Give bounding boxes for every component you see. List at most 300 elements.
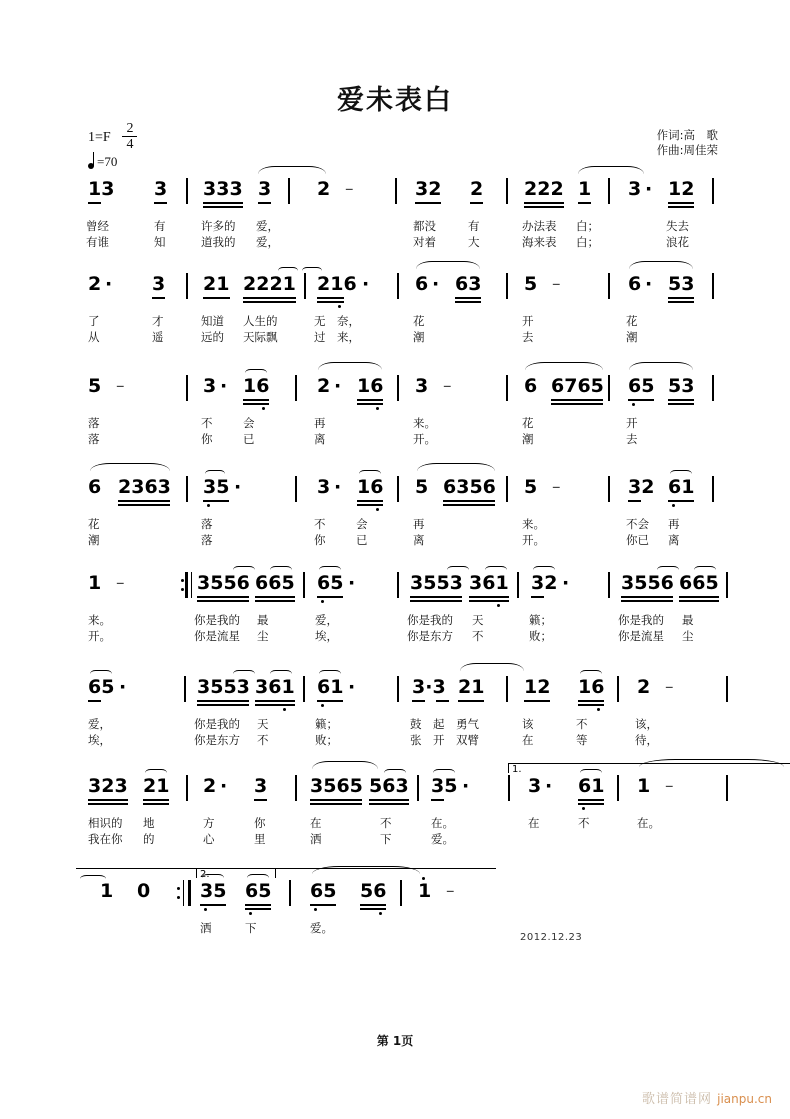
lyric: 白； xyxy=(576,219,599,233)
score-row-4 xyxy=(0,476,790,572)
lyric: 你 xyxy=(314,533,326,547)
score-row-2 xyxy=(0,273,790,369)
lyric: 籁； xyxy=(315,717,338,731)
lyric: 有 xyxy=(154,219,166,233)
augmentation-dot: · xyxy=(645,273,653,295)
note: 13 xyxy=(88,178,115,200)
slur xyxy=(629,362,693,378)
barline xyxy=(712,178,714,204)
augmentation-dot: · xyxy=(220,375,228,397)
lyrics-line xyxy=(0,415,790,465)
note: 3 xyxy=(258,178,272,200)
barline xyxy=(506,178,508,204)
barline xyxy=(397,572,399,598)
lyric: 你是流星 xyxy=(194,629,240,643)
score-row-1 xyxy=(0,178,790,274)
slur xyxy=(278,267,298,275)
lyric: 有 xyxy=(468,219,480,233)
lyric: 你是我的 xyxy=(407,613,453,627)
note: 2221 xyxy=(243,273,296,295)
notation-line xyxy=(0,273,790,313)
lyric: 败； xyxy=(529,629,552,643)
barline xyxy=(617,676,619,702)
lyric: 天际飘 xyxy=(243,330,278,344)
slur xyxy=(416,261,480,277)
note: 3553 xyxy=(410,572,463,594)
note: 56 xyxy=(360,880,387,902)
barline xyxy=(726,775,728,801)
slur xyxy=(90,670,112,678)
composer-credit: 作曲:周佳荣 xyxy=(656,143,718,157)
lyrics-line xyxy=(0,920,790,970)
lyric: 心 xyxy=(203,832,215,846)
lyric: 你 xyxy=(201,432,213,446)
lyric: 开。 xyxy=(413,432,436,446)
barline xyxy=(726,676,728,702)
notation-line xyxy=(0,880,790,920)
note: 3 xyxy=(415,375,429,397)
barline xyxy=(712,375,714,401)
watermark-domain: jianpu.cn xyxy=(717,1092,772,1106)
note: 35 xyxy=(203,476,230,498)
note: 665 xyxy=(255,572,295,594)
note: 16 xyxy=(357,476,384,498)
note: 6765 xyxy=(551,375,604,397)
note: 21 xyxy=(143,775,170,797)
lyric: 会 xyxy=(243,416,255,430)
slur xyxy=(270,566,292,574)
note: 32 xyxy=(415,178,442,200)
lyric: 张 开 xyxy=(410,733,445,747)
note: 3556 xyxy=(197,572,250,594)
note: 1 xyxy=(100,880,114,902)
lyric: 都没 xyxy=(413,219,436,233)
volta-label: 1. xyxy=(512,764,522,775)
lyric: 该， xyxy=(635,717,658,731)
note: 6 xyxy=(415,273,429,295)
augmentation-dot: · xyxy=(362,273,370,295)
note: 12 xyxy=(668,178,695,200)
note: 222 xyxy=(524,178,564,200)
notation-line xyxy=(0,572,790,612)
augmentation-dot: · xyxy=(334,476,342,498)
lyric: 无 奈， xyxy=(314,314,360,328)
note: 2 xyxy=(88,273,102,295)
lyrics-line xyxy=(0,313,790,363)
lyric: 在。 xyxy=(637,816,660,830)
slur xyxy=(460,663,524,679)
lyric: 了 xyxy=(88,314,100,328)
lyric: 里 xyxy=(254,832,266,846)
note: 65 xyxy=(88,676,115,698)
lyric: 我在你 xyxy=(88,832,123,846)
watermark xyxy=(642,1088,772,1107)
lyric: 在。 xyxy=(431,816,454,830)
slur xyxy=(433,769,455,777)
barline xyxy=(186,476,188,502)
lyric: 有谁 xyxy=(86,235,109,249)
note: 65 xyxy=(310,880,337,902)
lyric: 爱， xyxy=(256,235,279,249)
barline xyxy=(397,375,399,401)
barline xyxy=(726,572,728,598)
lyric: 对着 xyxy=(413,235,436,249)
lyric: 落 xyxy=(201,517,213,531)
lyric: 最 xyxy=(257,613,269,627)
augmentation-dot: · xyxy=(562,572,570,594)
slur xyxy=(485,566,507,574)
note: 2 xyxy=(470,178,484,200)
note: 65 xyxy=(245,880,272,902)
note: 16 xyxy=(243,375,270,397)
note: 16 xyxy=(578,676,605,698)
lyricist-credit: 作词:高 歌 xyxy=(656,128,718,142)
slur xyxy=(657,566,679,574)
notation-line xyxy=(0,178,790,218)
slur xyxy=(447,566,469,574)
lyric: 白； xyxy=(576,235,599,249)
note: 5 xyxy=(415,476,429,498)
score-row-5 xyxy=(0,572,790,668)
lyric: 道我的 xyxy=(201,235,236,249)
lyric: 天 xyxy=(257,717,269,731)
barline xyxy=(417,775,419,801)
lyric: 败； xyxy=(315,733,338,747)
note: 21 xyxy=(458,676,485,698)
barline xyxy=(395,178,397,204)
note: 3 xyxy=(628,178,642,200)
lyric: 离 xyxy=(668,533,680,547)
note: 32 xyxy=(628,476,655,498)
lyric: 落 xyxy=(88,432,100,446)
lyric: 尘 xyxy=(257,629,269,643)
lyric: 你是东方 xyxy=(407,629,453,643)
slur xyxy=(629,261,693,277)
lyric: 尘 xyxy=(682,629,694,643)
note: 61 xyxy=(317,676,344,698)
note: 65 xyxy=(317,572,344,594)
barline xyxy=(186,273,188,299)
barline xyxy=(400,880,402,906)
augmentation-dot: · xyxy=(348,572,356,594)
note: 323 xyxy=(88,775,128,797)
notation-line xyxy=(0,676,790,716)
barline xyxy=(608,572,610,598)
lyric: 双臂 xyxy=(456,733,479,747)
slur xyxy=(384,769,406,777)
note: 21 xyxy=(203,273,230,295)
lyric: 你是我的 xyxy=(194,613,240,627)
note: 3 xyxy=(317,476,331,498)
lyric: 开。 xyxy=(88,629,111,643)
barline xyxy=(186,775,188,801)
hold-dash: – xyxy=(116,573,125,593)
lyric: 最 xyxy=(682,613,694,627)
barline xyxy=(508,775,510,801)
lyric: 大 xyxy=(468,235,480,249)
lyrics-line xyxy=(0,612,790,662)
note: 53 xyxy=(668,375,695,397)
lyric: 你已 xyxy=(626,533,649,547)
barline xyxy=(517,572,519,598)
time-signature xyxy=(122,122,138,151)
lyric: 鼓 起 xyxy=(410,717,445,731)
slur xyxy=(580,670,602,678)
note: 216 xyxy=(317,273,357,295)
note: 61 xyxy=(668,476,695,498)
volta-label: 2. xyxy=(200,869,210,880)
slur xyxy=(670,470,692,478)
barline xyxy=(288,178,290,204)
lyric: 不 xyxy=(380,816,392,830)
lyric: 不 xyxy=(257,733,269,747)
composition-date: 2012.12.23 xyxy=(520,932,583,943)
barline xyxy=(186,375,188,401)
note: 16 xyxy=(357,375,384,397)
lyric: 洒 xyxy=(310,832,322,846)
lyric: 下 xyxy=(245,921,257,935)
lyric: 该 xyxy=(522,717,534,731)
lyric: 花 xyxy=(413,314,425,328)
barline xyxy=(397,476,399,502)
lyric: 来。 xyxy=(522,517,545,531)
tempo-marking xyxy=(88,154,117,170)
barline xyxy=(506,375,508,401)
lyric: 潮 xyxy=(413,330,425,344)
note: 3553 xyxy=(197,676,250,698)
note: 63 xyxy=(455,273,482,295)
lyric: 你是我的 xyxy=(618,613,664,627)
lyric: 埃， xyxy=(88,733,111,747)
note: 6 xyxy=(628,273,642,295)
lyric: 勇气 xyxy=(456,717,479,731)
note: 6356 xyxy=(443,476,496,498)
hold-dash: – xyxy=(116,376,125,396)
note: 2 xyxy=(317,375,331,397)
lyric: 办法表 xyxy=(522,219,557,233)
note: 361 xyxy=(255,676,295,698)
augmentation-dot: · xyxy=(234,476,242,498)
barline xyxy=(712,476,714,502)
lyric: 天 xyxy=(472,613,484,627)
score-row-3 xyxy=(0,375,790,471)
lyric: 失去 xyxy=(666,219,689,233)
note: 3 xyxy=(152,273,166,295)
credits xyxy=(657,128,718,158)
hold-dash: – xyxy=(552,274,561,294)
lyric: 再 xyxy=(413,517,425,531)
score-row-7 xyxy=(0,764,790,871)
augmentation-dot: · xyxy=(348,676,356,698)
hold-dash: – xyxy=(665,776,674,796)
lyric: 潮 xyxy=(88,533,100,547)
lyric: 花 xyxy=(522,416,534,430)
tie xyxy=(639,759,784,775)
lyric: 在 xyxy=(310,816,322,830)
slur xyxy=(90,463,170,479)
hold-dash: – xyxy=(552,477,561,497)
slur xyxy=(525,362,603,378)
note: 1 xyxy=(637,775,651,797)
lyric: 来。 xyxy=(88,613,111,627)
lyric: 从 xyxy=(88,330,100,344)
lyric: 离 xyxy=(314,432,326,446)
slur xyxy=(270,670,292,678)
barline xyxy=(303,572,305,598)
slur xyxy=(145,769,167,777)
lyric: 的 xyxy=(143,832,155,846)
lyric: 潮 xyxy=(522,432,534,446)
note: 5 xyxy=(524,273,538,295)
lyrics-line xyxy=(0,516,790,566)
barline xyxy=(397,273,399,299)
meter-denominator: 4 xyxy=(126,137,134,152)
note: 12 xyxy=(524,676,551,698)
lyric: 花 xyxy=(88,517,100,531)
note: 53 xyxy=(668,273,695,295)
notation-line xyxy=(0,476,790,516)
lyric: 潮 xyxy=(626,330,638,344)
barline xyxy=(184,676,186,702)
slur xyxy=(258,166,326,182)
lyric: 洒 xyxy=(200,921,212,935)
slur xyxy=(312,866,420,882)
note: 3 xyxy=(528,775,542,797)
lyric: 海来表 xyxy=(522,235,557,249)
lyric: 才 xyxy=(152,314,164,328)
lyric: 下 xyxy=(380,832,392,846)
lyric: 不 xyxy=(201,416,213,430)
hold-dash: – xyxy=(446,881,455,901)
slur xyxy=(205,470,225,478)
barline xyxy=(608,273,610,299)
lyric: 来。 xyxy=(413,416,436,430)
hold-dash: – xyxy=(345,179,354,199)
barline xyxy=(289,880,291,906)
note: 35 xyxy=(431,775,458,797)
lyric: 许多的 xyxy=(201,219,236,233)
lyric: 花 xyxy=(626,314,638,328)
lyric: 地 xyxy=(143,816,155,830)
lyric: 人生的 xyxy=(243,314,278,328)
quarter-note-icon xyxy=(88,155,97,169)
note: 5 xyxy=(88,375,102,397)
barline xyxy=(295,375,297,401)
note: 3 xyxy=(154,178,168,200)
lyric: 籁； xyxy=(529,613,552,627)
slur xyxy=(245,369,267,377)
slur xyxy=(359,470,381,478)
augmentation-dot: · xyxy=(105,273,113,295)
lyric: 开 xyxy=(522,314,534,328)
lyric: 在 xyxy=(522,733,534,747)
lyric: 爱， xyxy=(315,613,338,627)
lyrics-line xyxy=(0,815,790,865)
lyric: 你是我的 xyxy=(194,717,240,731)
lyric: 不 xyxy=(314,517,326,531)
hold-dash: – xyxy=(443,376,452,396)
slur xyxy=(202,874,224,882)
augmentation-dot: · xyxy=(119,676,127,698)
barline xyxy=(608,178,610,204)
barline xyxy=(608,476,610,502)
lyric: 会 xyxy=(356,517,368,531)
slur xyxy=(319,566,341,574)
lyric: 开。 xyxy=(522,533,545,547)
lyric: 你 xyxy=(254,816,266,830)
page-number: 第 1页 xyxy=(376,1034,414,1048)
lyric: 爱。 xyxy=(431,832,454,846)
note: 3·3 xyxy=(412,676,446,698)
lyric: 爱， xyxy=(256,219,279,233)
note: 563 xyxy=(369,775,409,797)
notation-line xyxy=(0,375,790,415)
note: 361 xyxy=(469,572,509,594)
slur xyxy=(694,566,716,574)
meter-numerator: 2 xyxy=(126,121,134,136)
augmentation-dot: · xyxy=(220,775,228,797)
note: 2 xyxy=(317,178,331,200)
lyric: 知道 xyxy=(201,314,224,328)
lyric: 待， xyxy=(635,733,658,747)
lyric: 落 xyxy=(88,416,100,430)
augmentation-dot: · xyxy=(462,775,470,797)
lyric: 已 xyxy=(243,432,255,446)
barline xyxy=(295,476,297,502)
barline xyxy=(608,375,610,401)
lyric: 相识的 xyxy=(88,816,123,830)
note: 2363 xyxy=(118,476,171,498)
slur xyxy=(580,769,602,777)
augmentation-dot: · xyxy=(545,775,553,797)
lyric: 远的 xyxy=(201,330,224,344)
score-row-8 xyxy=(0,869,790,976)
barline xyxy=(506,476,508,502)
note: 61 xyxy=(578,775,605,797)
lyric: 爱。 xyxy=(310,921,333,935)
note: 65 xyxy=(628,375,655,397)
note: 6 xyxy=(524,375,538,397)
lyric: 不 xyxy=(472,629,484,643)
lyric: 开 xyxy=(626,416,638,430)
note: 1 xyxy=(88,572,102,594)
note: 3 xyxy=(254,775,268,797)
lyric: 埃， xyxy=(315,629,338,643)
augmentation-dot: · xyxy=(645,178,653,200)
score-row-6 xyxy=(0,676,790,772)
slur xyxy=(533,566,555,574)
barline xyxy=(506,273,508,299)
page-title: 爱未表白 xyxy=(337,85,453,116)
notation-line xyxy=(0,775,790,815)
watermark-text: 歌谱简谱网 xyxy=(641,1092,712,1107)
barline xyxy=(186,178,188,204)
slur xyxy=(319,670,341,678)
barline xyxy=(397,676,399,702)
lyric: 去 xyxy=(522,330,534,344)
barline xyxy=(304,273,306,299)
lyric: 你是流星 xyxy=(618,629,664,643)
note: 333 xyxy=(203,178,243,200)
lyric: 等 xyxy=(576,733,588,747)
note: 3556 xyxy=(621,572,674,594)
note: 6 xyxy=(88,476,102,498)
slur xyxy=(233,566,255,574)
lyric: 不会 xyxy=(626,517,649,531)
lyric: 在 xyxy=(528,816,540,830)
note: 1 xyxy=(418,880,432,902)
lyric: 落 xyxy=(201,533,213,547)
